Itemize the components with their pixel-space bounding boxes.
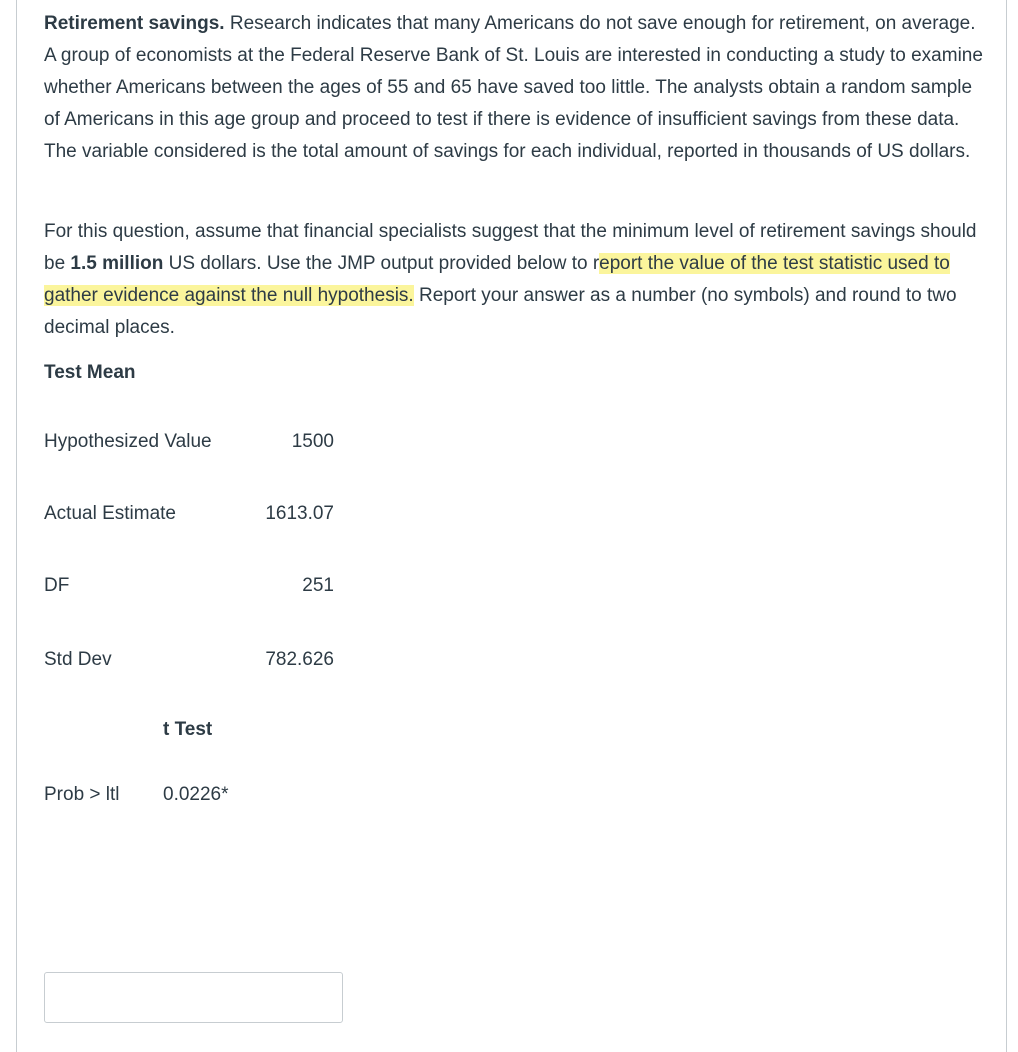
instructions-text-b: US dollars. Use the JMP output provided below to r: [163, 253, 600, 274]
question-intro-text: Research indicates that many Americans do not save enough for retirement, on average. A group of economists at the Federal Reserve Bank of St. Louis are interested in conducting a study to examine whether Americans between the ages of 55 and 65 have saved too little. The analysts obtain a random sample of Americans in this age group and proceed to test if there is evidence of insufficient savings from these data. The variable considered is the total amount of savings for each individual, reported in thousands of US dollars.: [44, 13, 983, 162]
stat-label-df: DF: [44, 575, 70, 596]
stat-label-std-dev: Std Dev: [44, 649, 112, 670]
prob-value: 0.0226*: [163, 784, 229, 805]
stat-value-hypothesized: 1500: [291, 431, 334, 452]
stat-value-df: 251: [302, 575, 334, 596]
instructions-bold-value: 1.5 million: [70, 253, 164, 274]
stat-value-std-dev: 782.626: [265, 649, 334, 670]
question-paragraph-intro: [44, 8, 984, 168]
t-test-heading: t Test: [163, 719, 213, 740]
instructions-text-a: For this question, assume that financial specialists suggest that the minimum level of retirement savings should be: [44, 221, 977, 274]
stat-label-hypothesized: Hypothesized Value: [44, 431, 212, 452]
answer-input[interactable]: [44, 972, 343, 1023]
instructions-text-c: Report your answer as a number (no symbols) and round to two decimal places.: [44, 285, 957, 338]
question-paragraph-instructions: [44, 216, 984, 344]
prob-label: Prob > ltl: [44, 784, 120, 805]
stat-label-actual-estimate: Actual Estimate: [44, 503, 176, 524]
test-mean-heading: Test Mean: [44, 362, 136, 383]
stat-value-actual-estimate: 1613.07: [265, 503, 334, 524]
instructions-highlight: eport the value of the test statistic used to gather evidence against the null hypothesis.: [44, 253, 950, 306]
question-title: Retirement savings.: [44, 13, 225, 34]
